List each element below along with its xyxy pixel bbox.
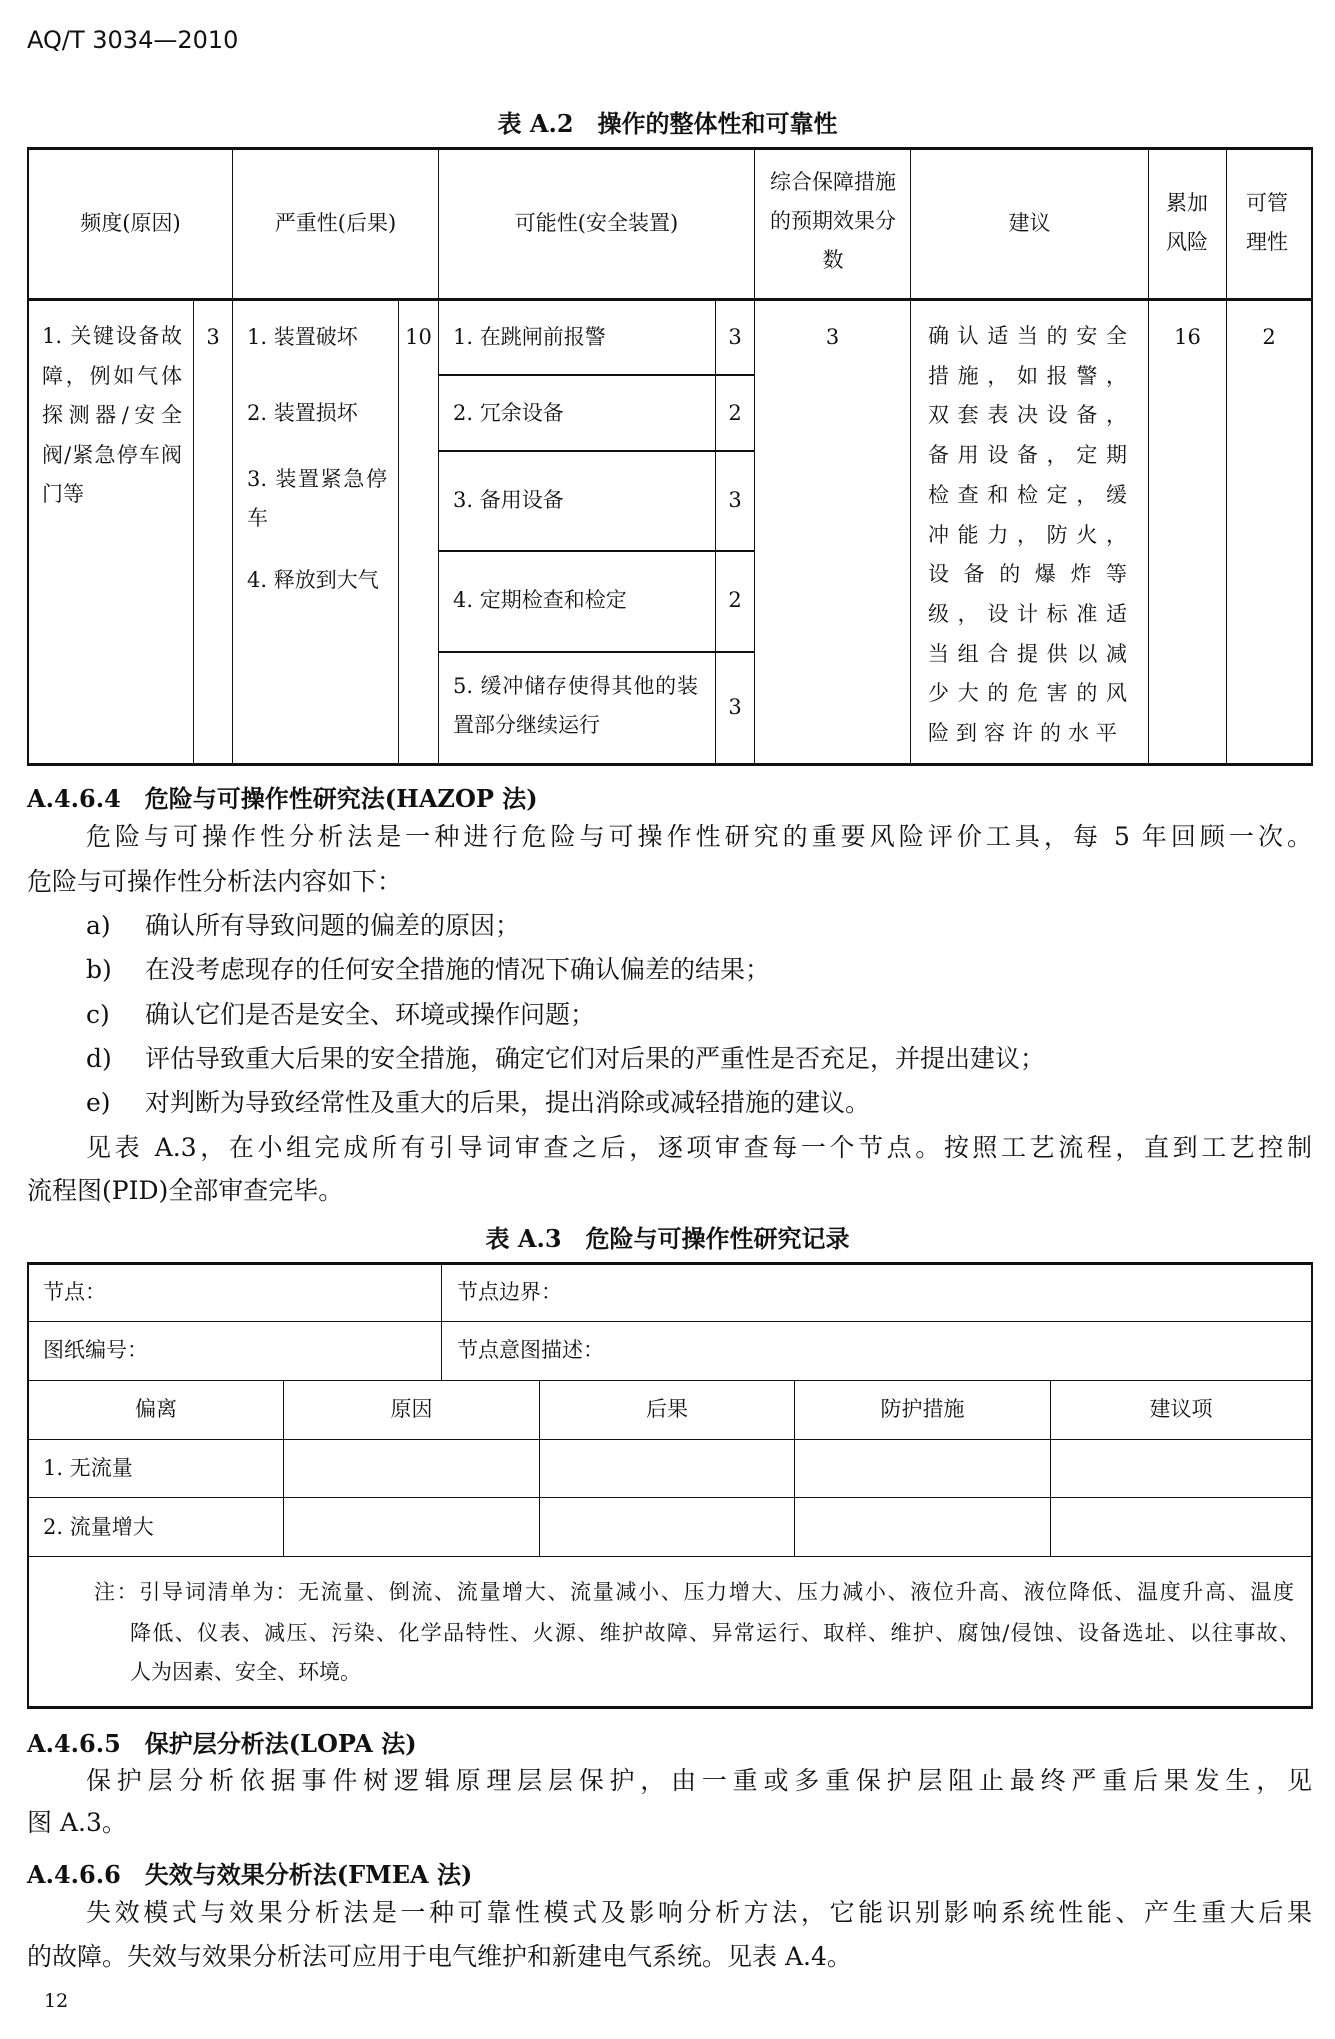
possibility-score: 3 <box>728 488 742 512</box>
header-advice: 建议 <box>1008 211 1051 235</box>
list-marker: c) <box>86 1000 110 1029</box>
header-safeguards: 防护措施 <box>880 1397 965 1421</box>
paragraph-line: 见表 A.3，在小组完成所有引导词审查之后，逐项审查每一个节点。按照工艺流程，直到工艺控制 <box>86 1133 1312 1162</box>
header-recommendations: 建议项 <box>1149 1397 1213 1421</box>
possibility-item: 2. 冗余设备 <box>453 401 564 425</box>
list-item: 评估导致重大后果的安全措施，确定它们对后果的严重性是否充足，并提出建议； <box>145 1044 1046 1073</box>
header-cause: 原因 <box>390 1397 433 1421</box>
header-manageability: 可管理性 <box>1246 191 1288 254</box>
header-severity: 严重性(后果) <box>274 211 397 235</box>
severity-item: 1. 装置破坏 <box>247 325 358 349</box>
severity-score: 10 <box>405 325 432 349</box>
possibility-score: 3 <box>728 695 742 719</box>
list-marker: d) <box>86 1044 112 1073</box>
section-a466-heading: A.4.6.6 失效与效果分析法(FMEA 法) <box>27 1860 473 1889</box>
list-marker: a) <box>86 911 111 940</box>
paragraph-line: 的故障。失效与效果分析法可应用于电气维护和新建电气系统。见表 A.4。 <box>27 1942 852 1971</box>
deviation-row: 2. 流量增大 <box>43 1515 154 1539</box>
possibility-item: 5. 缓冲储存使得其他的装置部分继续运行 <box>453 674 698 737</box>
node-label: 节点： <box>43 1280 106 1304</box>
list-item: 在没考虑现存的任何安全措施的情况下确认偏差的结果； <box>145 955 771 984</box>
list-marker: b) <box>86 955 112 984</box>
possibility-item: 3. 备用设备 <box>453 488 564 512</box>
note-line: 人为因素、安全、环境。 <box>130 1660 361 1684</box>
section-a464-heading: A.4.6.4 危险与可操作性研究法(HAZOP 法) <box>27 784 538 813</box>
note-line: 注：引导词清单为：无流量、倒流、流量增大、流量减小、压力增大、压力减小、液位升高、液位降低、温度升高、温度 <box>94 1580 1294 1604</box>
list-marker: e) <box>86 1088 111 1117</box>
possibility-score: 2 <box>728 588 742 612</box>
paragraph-line: 图 A.3。 <box>27 1808 127 1837</box>
severity-item: 3. 装置紧急停车 <box>247 467 387 530</box>
node-boundary-label: 节点边界： <box>457 1280 562 1304</box>
header-effect-score: 综合保障措施的预期效果分数 <box>770 170 896 272</box>
header-consequence: 后果 <box>646 1397 688 1421</box>
advice-text: 确认适当的安全措施，如报警，双套表决设备，备用设备，定期检查和检定，缓冲能力，防火，设备的爆炸等级，设计标准适当组合提供以减少大的危害的风险到容许的水平 <box>928 324 1134 746</box>
header-cumulative-risk: 累加风险 <box>1166 191 1208 254</box>
paragraph-line: 危险与可操作性分析法内容如下： <box>27 867 403 896</box>
list-item: 确认所有导致问题的偏差的原因； <box>145 911 521 940</box>
section-a465-heading: A.4.6.5 保护层分析法(LOPA 法) <box>27 1729 417 1758</box>
list-item: 对判断为导致经常性及重大的后果，提出消除或减轻措施的建议。 <box>145 1088 871 1117</box>
possibility-item: 1. 在跳闸前报警 <box>453 325 606 349</box>
frequency-score: 3 <box>206 325 220 349</box>
severity-item: 2. 装置损坏 <box>247 401 358 425</box>
possibility-item: 4. 定期检查和检定 <box>453 588 627 612</box>
note-line: 降低、仪表、减压、污染、化学品特性、火源、维护故障、异常运行、取样、维护、腐蚀/侵蚀、设备选址、以往事故、 <box>130 1621 1300 1645</box>
header-frequency: 频度(原因) <box>80 211 181 235</box>
page-number: 12 <box>44 1990 69 2012</box>
severity-item: 4. 释放到大气 <box>247 568 379 592</box>
effect-score: 3 <box>825 325 840 349</box>
paragraph-line: 失效模式与效果分析法是一种可靠性模式及影响分析方法，它能识别影响系统性能、产生重大后果 <box>86 1898 1312 1927</box>
standard-number: AQ/T 3034—2010 <box>27 26 239 54</box>
drawing-number-label: 图纸编号： <box>43 1338 148 1362</box>
frequency-cause: 1. 关键设备故障，例如气体探测器/安全阀/紧急停车阀门等 <box>42 324 182 506</box>
cumulative-risk: 16 <box>1174 325 1201 349</box>
possibility-score: 2 <box>728 401 742 425</box>
table-a2-title: 表 A.2 操作的整体性和可靠性 <box>497 109 838 138</box>
header-deviation: 偏离 <box>135 1397 177 1421</box>
paragraph-line: 危险与可操作性分析法是一种进行危险与可操作性研究的重要风险评价工具，每 5 年回顾一次。 <box>86 822 1312 851</box>
node-description-label: 节点意图描述： <box>457 1338 604 1362</box>
deviation-row: 1. 无流量 <box>43 1456 133 1480</box>
manageability: 2 <box>1262 325 1276 349</box>
table-a3-title: 表 A.3 危险与可操作性研究记录 <box>485 1224 850 1253</box>
list-item: 确认它们是否是安全、环境或操作问题； <box>145 1000 596 1029</box>
header-possibility: 可能性(安全装置) <box>514 211 679 235</box>
paragraph-line: 流程图(PID)全部审查完毕。 <box>27 1176 344 1205</box>
paragraph-line: 保护层分析依据事件树逻辑原理层层保护，由一重或多重保护层阻止最终严重后果发生，见 <box>86 1766 1312 1795</box>
possibility-score: 3 <box>728 325 742 349</box>
